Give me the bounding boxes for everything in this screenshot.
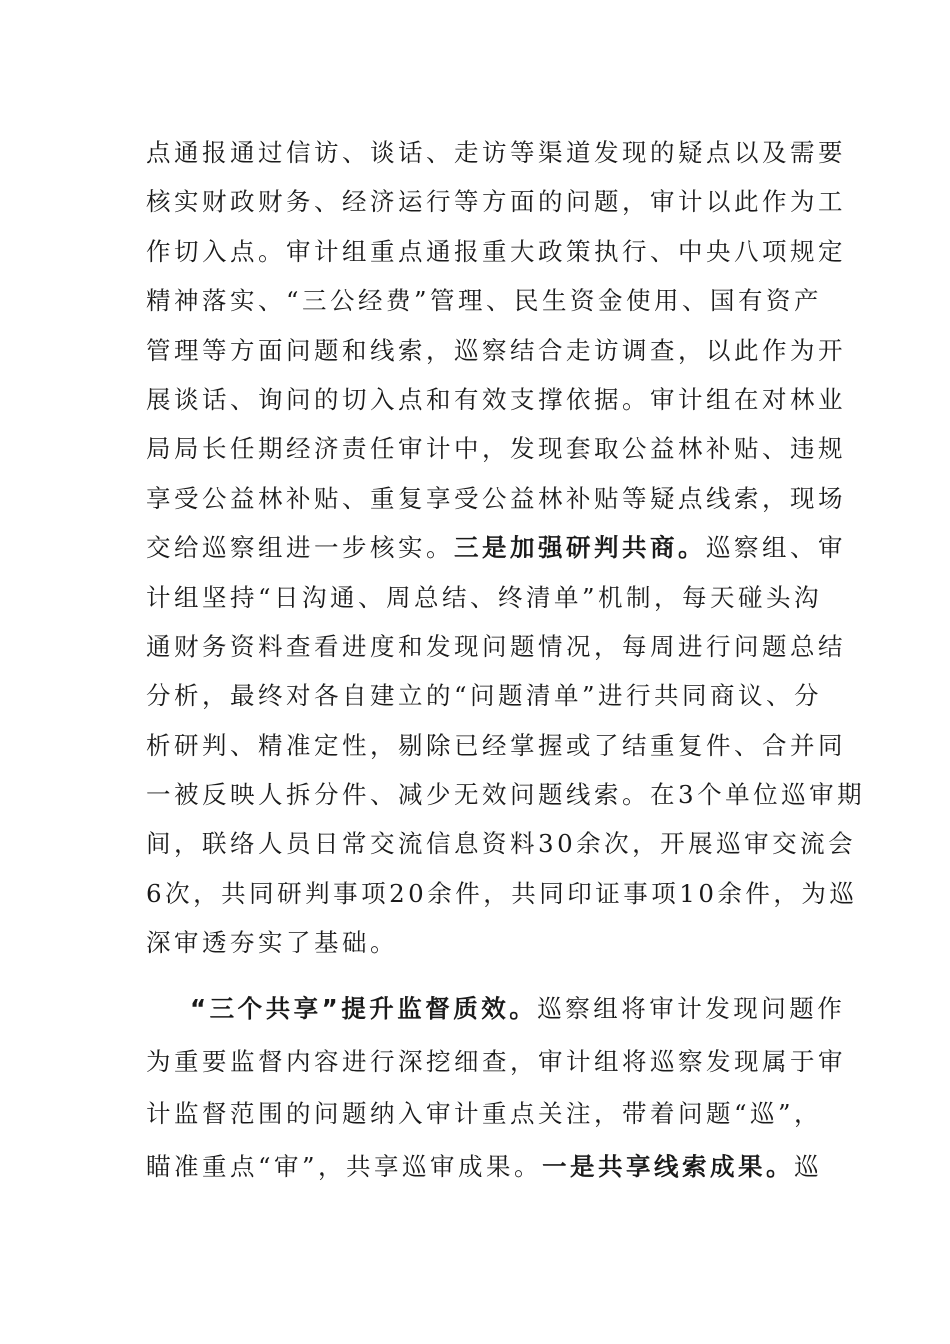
paragraph-1 bbox=[146, 128, 866, 968]
text-line: 一被反映人拆分件、减少无效问题线索。在3个单位巡审期 bbox=[146, 780, 866, 810]
text-line: 为重要监督内容进行深挖细查，审计组将巡察发现属于审 bbox=[146, 1046, 846, 1076]
text-line: 通财务资料查看进度和发现问题情况，每周进行问题总结 bbox=[146, 631, 846, 661]
text-line bbox=[146, 983, 846, 1036]
text-run: 巡 bbox=[794, 1151, 823, 1181]
text-run: 巡察组、审 bbox=[706, 533, 846, 563]
text-line: 间，联络人员日常交流信息资料30余次，开展巡审交流会 bbox=[146, 829, 857, 859]
text-line: 局局长任期经济责任审计中，发现套取公益林补贴、违规 bbox=[146, 434, 846, 464]
text-line: 计监督范围的问题纳入审计重点关注，带着问题“巡”， bbox=[146, 1099, 823, 1128]
text-line: 分析，最终对各自建立的“问题清单”进行共同商议、分 bbox=[146, 681, 823, 711]
text-line bbox=[146, 523, 846, 572]
text-line: 展谈话、询问的切入点和有效支撑依据。审计组在对林业 bbox=[146, 384, 846, 414]
subheading-three: 三是加强研判共商。 bbox=[454, 533, 706, 563]
text-line: 点通报通过信访、谈话、走访等渠道发现的疑点以及需要 bbox=[146, 138, 846, 167]
section-heading: “三个共享”提升监督质效。 bbox=[190, 994, 538, 1023]
text-line: 核实财政财务、经济运行等方面的问题，审计以此作为工 bbox=[146, 187, 846, 217]
text-line: 6次，共同研判事项20余件，共同印证事项10余件，为巡 bbox=[146, 878, 858, 908]
text-line bbox=[146, 1141, 823, 1194]
text-line: 管理等方面问题和线索，巡察结合走访调查，以此作为开 bbox=[146, 335, 846, 365]
text-line: 计组坚持“日沟通、周总结、终清单”机制，每天碰头沟 bbox=[146, 582, 823, 612]
text-run: 交给巡察组进一步核实。 bbox=[146, 533, 454, 563]
subheading-one: 一是共享线索成果。 bbox=[542, 1151, 795, 1181]
paragraph-2 bbox=[146, 983, 846, 1193]
text-run: 瞄准重点“审”，共享巡审成果。 bbox=[146, 1151, 543, 1181]
text-line: 作切入点。审计组重点通报重大政策执行、中央八项规定 bbox=[146, 236, 846, 266]
text-run: 巡察组将审计发现问题作 bbox=[537, 994, 846, 1023]
text-line: 精神落实、“三公经费”管理、民生资金使用、国有资产 bbox=[146, 286, 823, 316]
text-line: 析研判、精准定性，剔除已经掌握或了结重复件、合并同 bbox=[146, 730, 846, 760]
text-line: 深审透夯实了基础。 bbox=[146, 928, 398, 958]
text-line: 享受公益林补贴、重复享受公益林补贴等疑点线索，现场 bbox=[146, 483, 846, 513]
